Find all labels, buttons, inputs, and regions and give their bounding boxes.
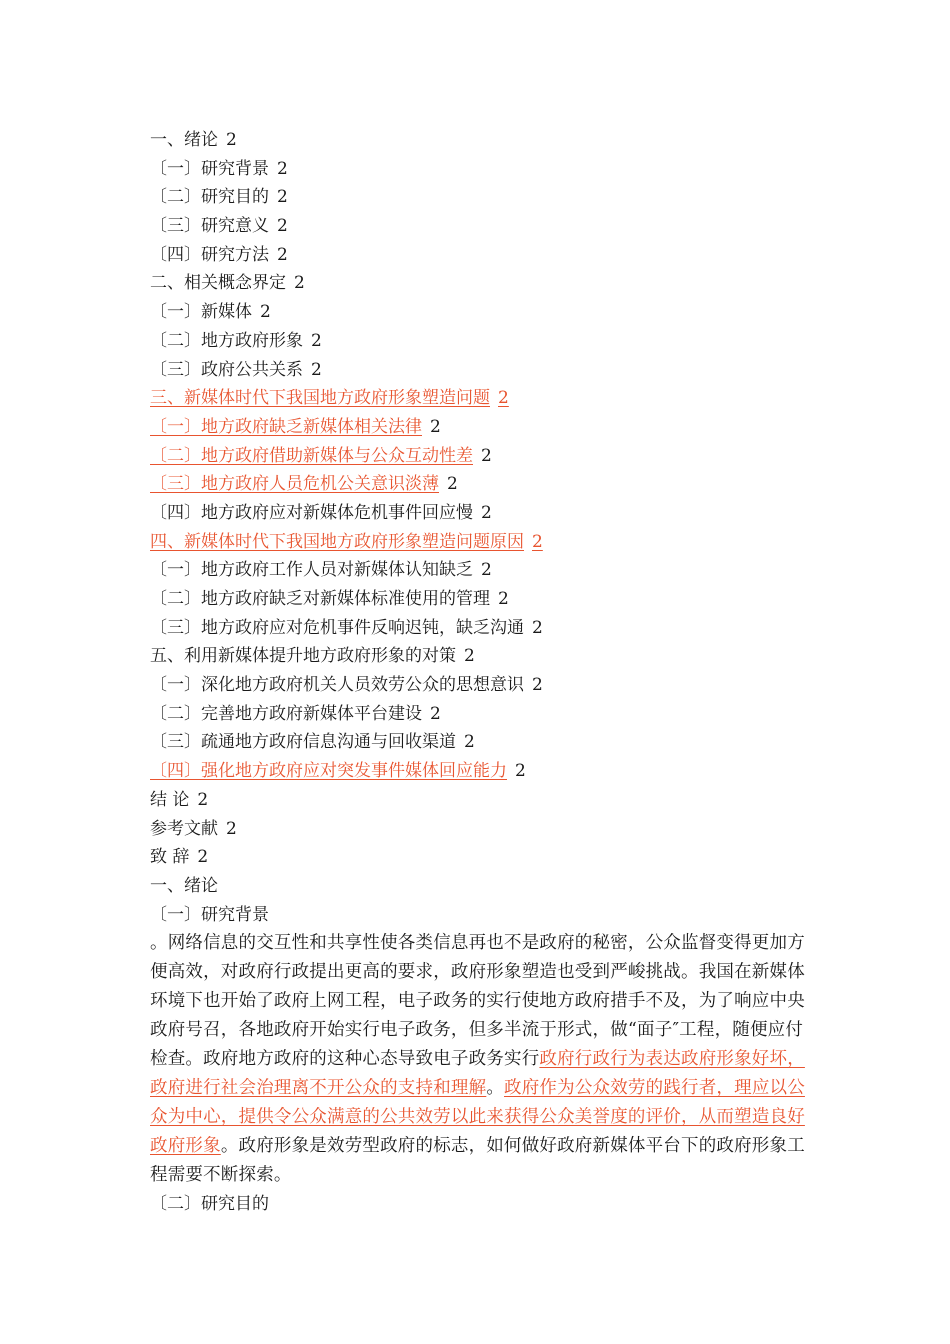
toc-entry[interactable]: [150, 642, 810, 671]
table-of-contents: [150, 126, 810, 872]
toc-entry-title: 一、绪论: [150, 130, 218, 150]
toc-entry[interactable]: [150, 155, 810, 184]
toc-entry[interactable]: [150, 815, 810, 844]
toc-entry-title: 四、新媒体时代下我国地方政府形象塑造问题原因: [150, 531, 524, 552]
toc-entry[interactable]: [150, 757, 810, 786]
paragraph-text: 。网络信息的交互性和共享性使各类信息再也不是政府的秘密，公众监督变得更加方便高效，对政府行政提出更高的要求，政府形象塑造也受到严峻挑战。我国在新媒体环境下也开始了政府上网工程，电子政务的实行使地方政府措手不及，为了响应中央政府号召，各地政府开始实行电子政务，但多半流于形式，做“面子″工程，随便应付检查。政府地方政府的这种心态导致电子政务实行: [150, 933, 805, 1070]
toc-entry[interactable]: [150, 212, 810, 241]
toc-entry-title: 致 辞: [150, 847, 190, 868]
toc-entry-title: 〔三〕政府公共关系: [150, 359, 303, 380]
toc-entry-page-number: 2: [311, 330, 322, 351]
subsection-heading: 〔二〕研究目的: [150, 1194, 269, 1215]
toc-entry-title: 〔三〕地方政府人员危机公关意识淡薄: [150, 474, 439, 495]
toc-entry[interactable]: [150, 556, 810, 585]
highlighted-text: 政府作为公众效劳的践行者，理应以公众为中心，提供令公众满意的公共效劳以此来获得公众美誉度的评价，从而塑造良好政府形象: [150, 1078, 805, 1157]
body-paragraph: [150, 929, 810, 1190]
toc-entry-page-number: 2: [498, 388, 509, 409]
toc-entry-page-number: 2: [197, 789, 209, 810]
toc-entry-page-number: 2: [277, 187, 288, 208]
toc-entry-page-number: 2: [498, 589, 509, 609]
paragraph-text: 。政府形象是效劳型政府的标志，如何做好政府新媒体平台下的政府形象工程需要不断探索。: [150, 1136, 805, 1186]
toc-entry[interactable]: [150, 671, 810, 700]
toc-entry[interactable]: [150, 298, 810, 327]
toc-entry-title: 参考文献: [150, 818, 218, 839]
toc-entry-page-number: 2: [430, 703, 441, 724]
toc-entry[interactable]: [150, 384, 810, 413]
toc-entry-title: 〔二〕地方政府借助新媒体与公众互动性差: [150, 445, 473, 466]
toc-entry-page-number: 2: [532, 675, 543, 696]
toc-entry-page-number: 2: [260, 302, 271, 323]
toc-entry-title: 〔二〕研究目的: [150, 187, 269, 208]
toc-entry-title: 〔一〕新媒体: [150, 302, 252, 323]
toc-entry-page-number: 2: [464, 646, 475, 667]
toc-entry-title: 〔三〕研究意义: [150, 216, 269, 237]
toc-entry-page-number: 2: [277, 244, 288, 265]
toc-entry-page-number: 2: [532, 531, 543, 552]
toc-entry-page-number: 2: [294, 273, 305, 294]
toc-entry-page-number: 2: [277, 158, 288, 179]
subsection-heading: 〔一〕研究背景: [150, 904, 269, 925]
toc-entry[interactable]: [150, 499, 810, 528]
toc-entry-page-number: 2: [532, 617, 543, 638]
toc-entry-page-number: 2: [481, 560, 492, 581]
toc-entry-title: 三、新媒体时代下我国地方政府形象塑造问题: [150, 388, 490, 409]
toc-entry-title: 〔一〕研究背景: [150, 158, 269, 179]
toc-entry-page-number: 2: [311, 359, 322, 380]
toc-entry[interactable]: [150, 700, 810, 729]
toc-entry-title: 五、利用新媒体提升地方政府形象的对策: [150, 646, 456, 667]
toc-entry-title: 〔二〕完善地方政府新媒体平台建设: [150, 703, 422, 724]
toc-entry[interactable]: [150, 614, 810, 643]
toc-entry-page-number: 2: [430, 416, 441, 437]
toc-entry[interactable]: [150, 843, 810, 872]
toc-entry-page-number: 2: [481, 445, 492, 466]
document-page: [150, 126, 810, 1219]
toc-entry[interactable]: [150, 183, 810, 212]
toc-entry-page-number: 2: [515, 761, 526, 782]
toc-entry-title: 二、相关概念界定: [150, 273, 286, 294]
toc-entry[interactable]: [150, 356, 810, 385]
toc-entry-page-number: 2: [464, 732, 475, 753]
toc-entry-title: 结 论: [150, 789, 190, 810]
toc-entry-title: 〔四〕研究方法: [150, 244, 269, 265]
toc-entry[interactable]: [150, 470, 810, 499]
toc-entry-title: 〔一〕地方政府缺乏新媒体相关法律: [150, 416, 422, 437]
toc-entry-page-number: 2: [226, 818, 237, 839]
toc-entry[interactable]: [150, 269, 810, 298]
toc-entry-title: 〔三〕地方政府应对危机事件反响迟钝，缺乏沟通: [150, 617, 524, 638]
toc-entry-title: 〔一〕深化地方政府机关人员效劳公众的思想意识: [150, 675, 524, 696]
toc-entry[interactable]: [150, 528, 810, 557]
highlighted-text: 政府行政行为表达政府形象好坏，政府进行社会治理离不开公众的支持和理解: [150, 1049, 805, 1099]
toc-entry-title: 〔二〕地方政府形象: [150, 330, 303, 351]
toc-entry[interactable]: [150, 585, 810, 614]
toc-entry-title: 〔四〕地方政府应对新媒体危机事件回应慢: [150, 502, 473, 523]
toc-entry[interactable]: [150, 126, 810, 155]
toc-entry-page-number: 2: [447, 474, 458, 495]
toc-entry[interactable]: [150, 728, 810, 757]
toc-entry[interactable]: [150, 786, 810, 815]
toc-entry-page-number: 2: [197, 847, 209, 868]
toc-entry[interactable]: [150, 413, 810, 442]
paragraph-text: 。: [486, 1078, 505, 1099]
toc-entry-title: 〔四〕强化地方政府应对突发事件媒体回应能力: [150, 761, 507, 782]
toc-entry[interactable]: [150, 327, 810, 356]
toc-entry-title: 〔三〕疏通地方政府信息沟通与回收渠道: [150, 732, 456, 753]
section-heading: 一、绪论: [150, 875, 218, 896]
toc-entry[interactable]: [150, 241, 810, 270]
toc-entry-title: 〔二〕地方政府缺乏对新媒体标准使用的管理: [150, 589, 490, 609]
toc-entry-page-number: 2: [277, 216, 288, 237]
toc-entry-page-number: 2: [481, 502, 492, 523]
toc-entry[interactable]: [150, 442, 810, 471]
toc-entry-page-number: 2: [226, 130, 237, 150]
toc-entry-title: 〔一〕地方政府工作人员对新媒体认知缺乏: [150, 560, 473, 581]
